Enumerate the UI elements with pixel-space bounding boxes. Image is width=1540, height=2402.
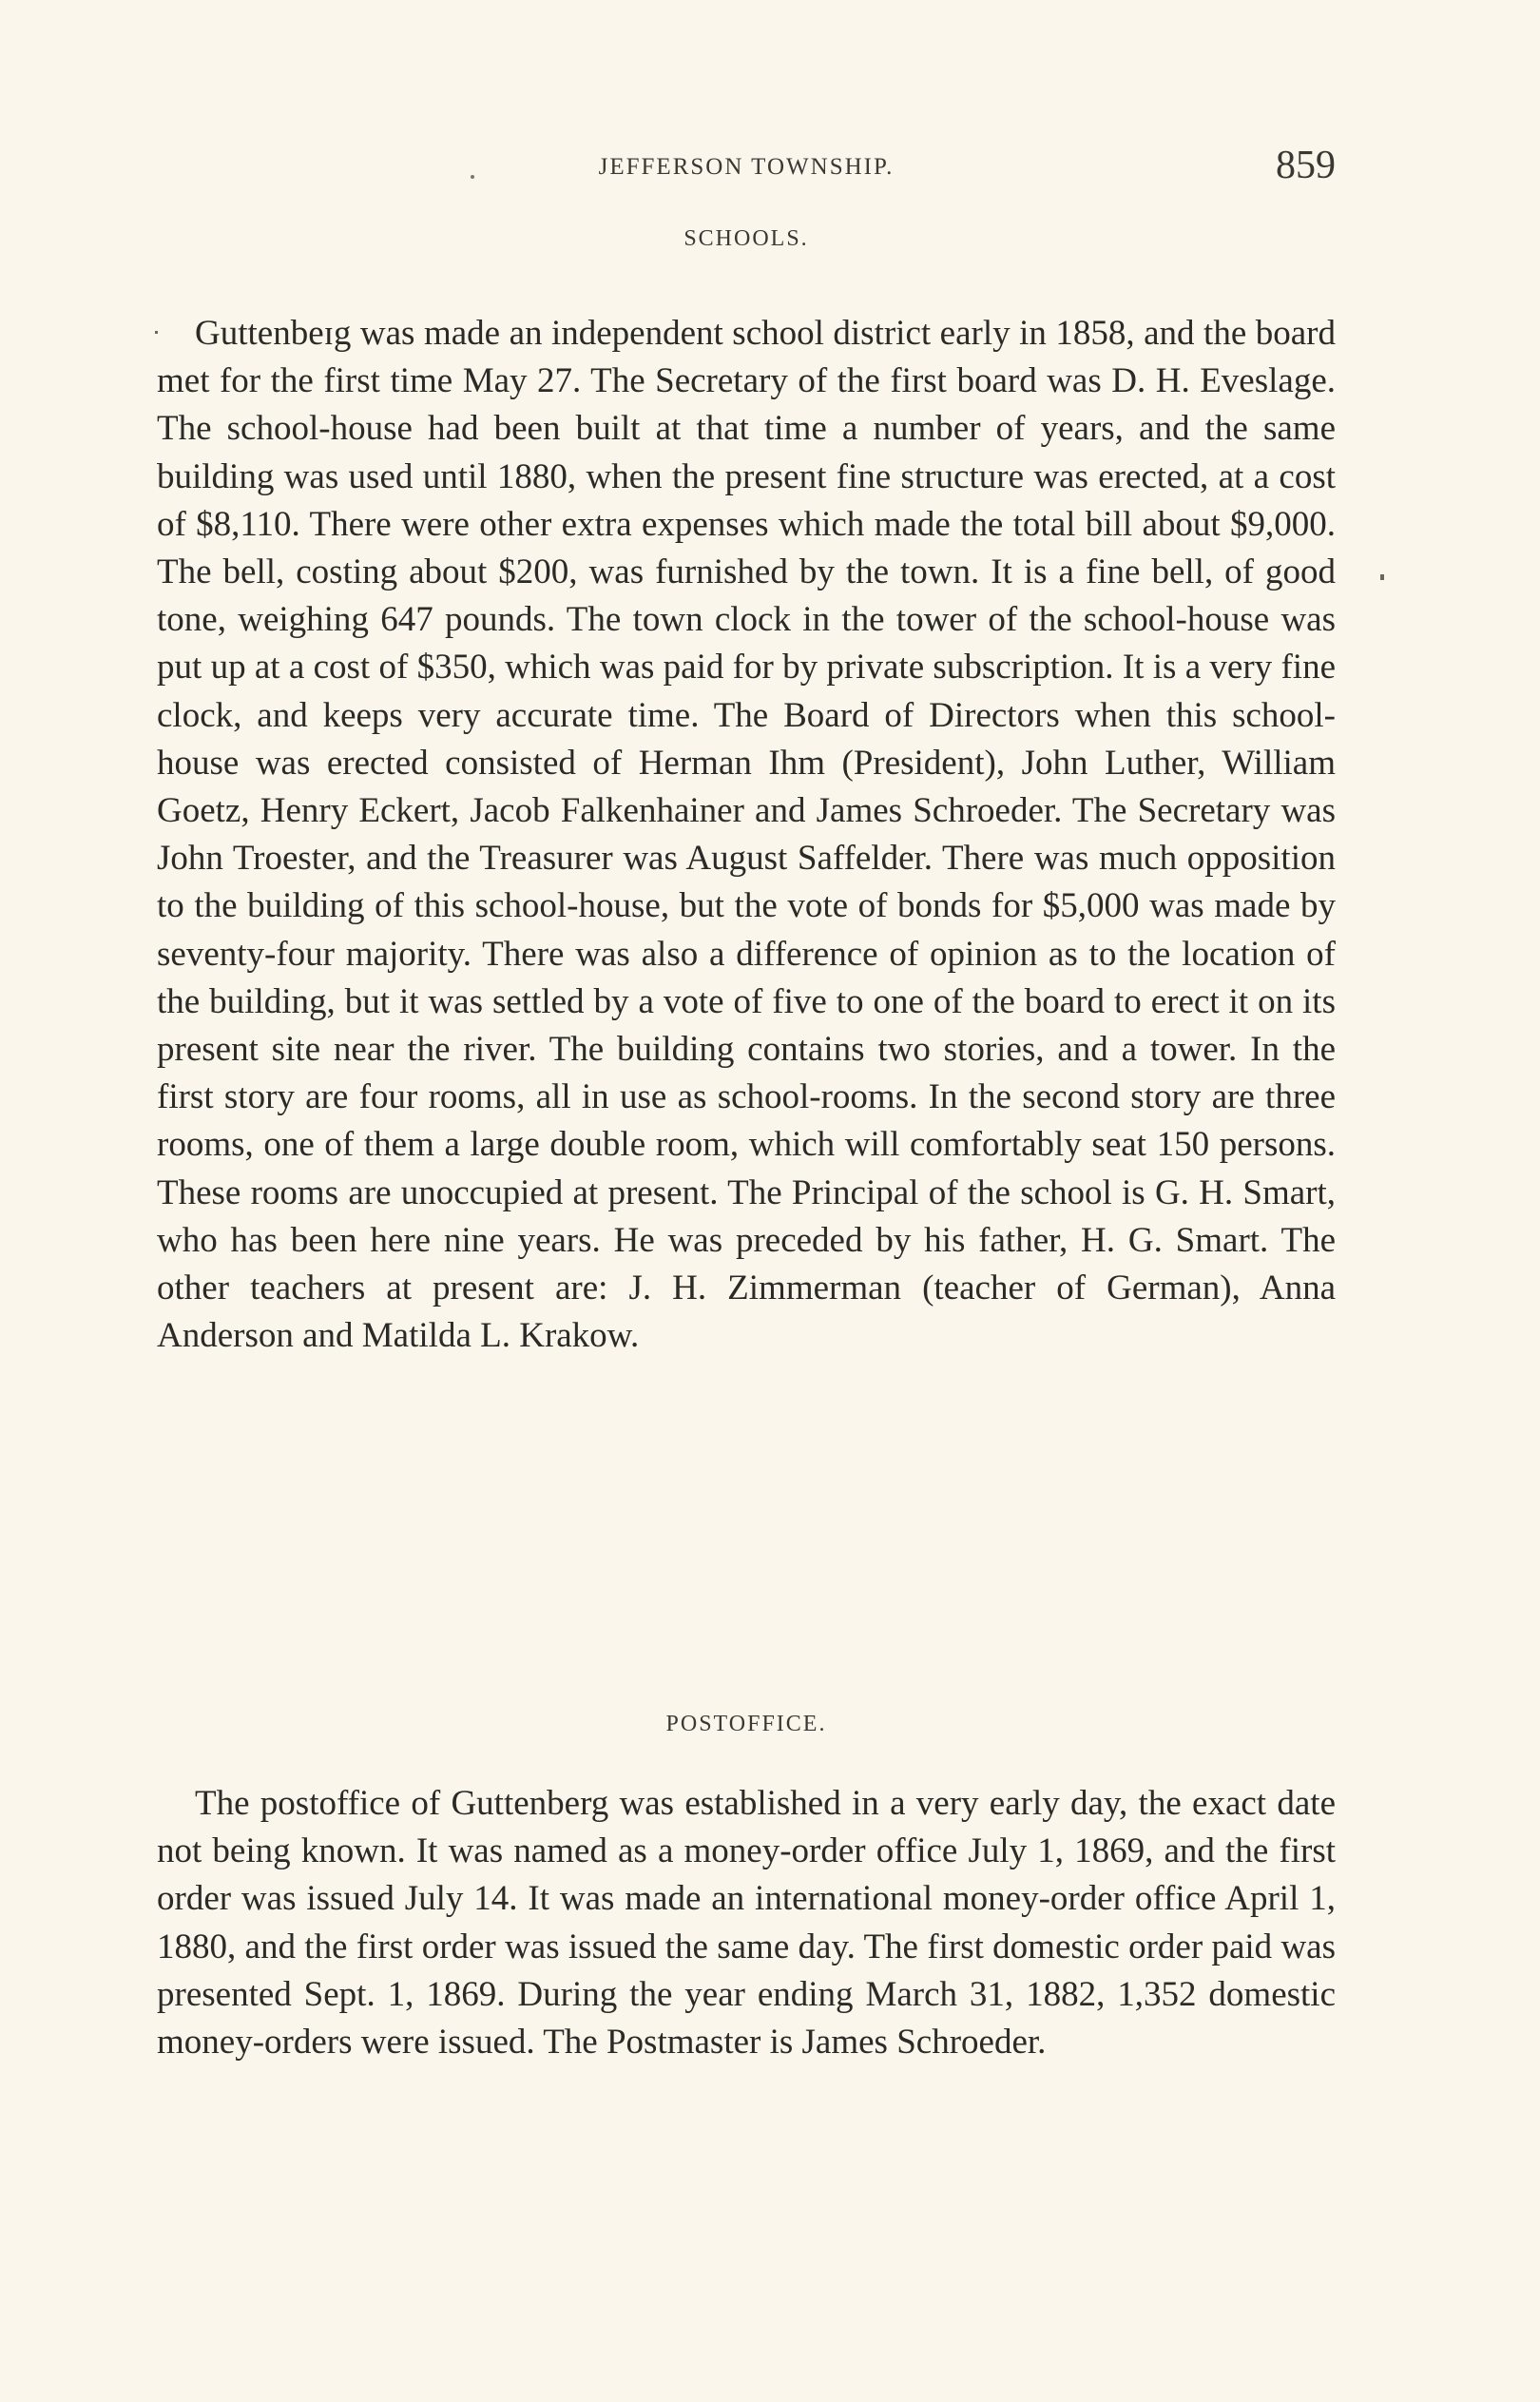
section-heading-schools: SCHOOLS. [683,226,809,251]
margin-mark [1380,574,1384,580]
postoffice-paragraph: The postoffice of Guttenberg was established in a very early day, the exact date not being known. It was named as a money-order office July 1, 1869, and the first order was issued July 14. It was made an international money-order office April 1, 1880, and the first order was issued the same day. The first domestic order paid was presented Sept. 1, 1869. During the year ending March 31, 1882, 1,352 domestic money-orders were issued. The Postmaster is James Schroeder. [157,1784,1336,2063]
running-title: JEFFERSON TOWNSHIP. [598,154,895,180]
page-number: 859 [1276,144,1336,187]
section-heading-postoffice: POSTOFFICE. [665,1712,827,1736]
running-head [157,143,1336,200]
schools-paragraph: Guttenbeɪg was made an independent school district early in 1858, and the board met for the first time May 27. The Secretary of the first board was D. H. Eveslage. The school-house had been built at that time a number of years, and the same building was used until 1880, when the present fine structure was erected, at a cost of $8,110. There were other extra expenses which made the total bill about $9,000. The bell, costing about $200, was furnished by the town. It is a fine bell, of good tone, weighing 647 pounds. The town clock in the tower of the school-house was put up at a cost of $350, which was paid for by private subscription. It is a very fine clock, and keeps very accurate time. The Board of Directors when this school-house was erected consisted of Herman Ihm (President), John Luther, William Goetz, Henry Eckert, Jacob Falkenhainer and James Schroeder. The Secretary was John Troester, and the Treasurer was August Saffelder. There was much opposition to the building of this school-house, but the vote of bonds for $5,000 was made by seventy-four majority. There was also a difference of opinion as to the location of the building, but it was settled by a vote of five to one of the board to erect it on its present site near the river. The building contains two stories, and a tower. In the first story are four rooms, all in use as school-rooms. In the second story are three rooms, one of them a large double room, which will comfortably seat 150 persons. These rooms are unoccupied at present. The Principal of the school is G. H. Smart, who has been here nine years. He was preceded by his father, H. G. Smart. The other teachers at present are: J. H. Zimmerman (teacher of German), Anna Anderson and Matilda L. Krakow. [157,314,1336,1356]
